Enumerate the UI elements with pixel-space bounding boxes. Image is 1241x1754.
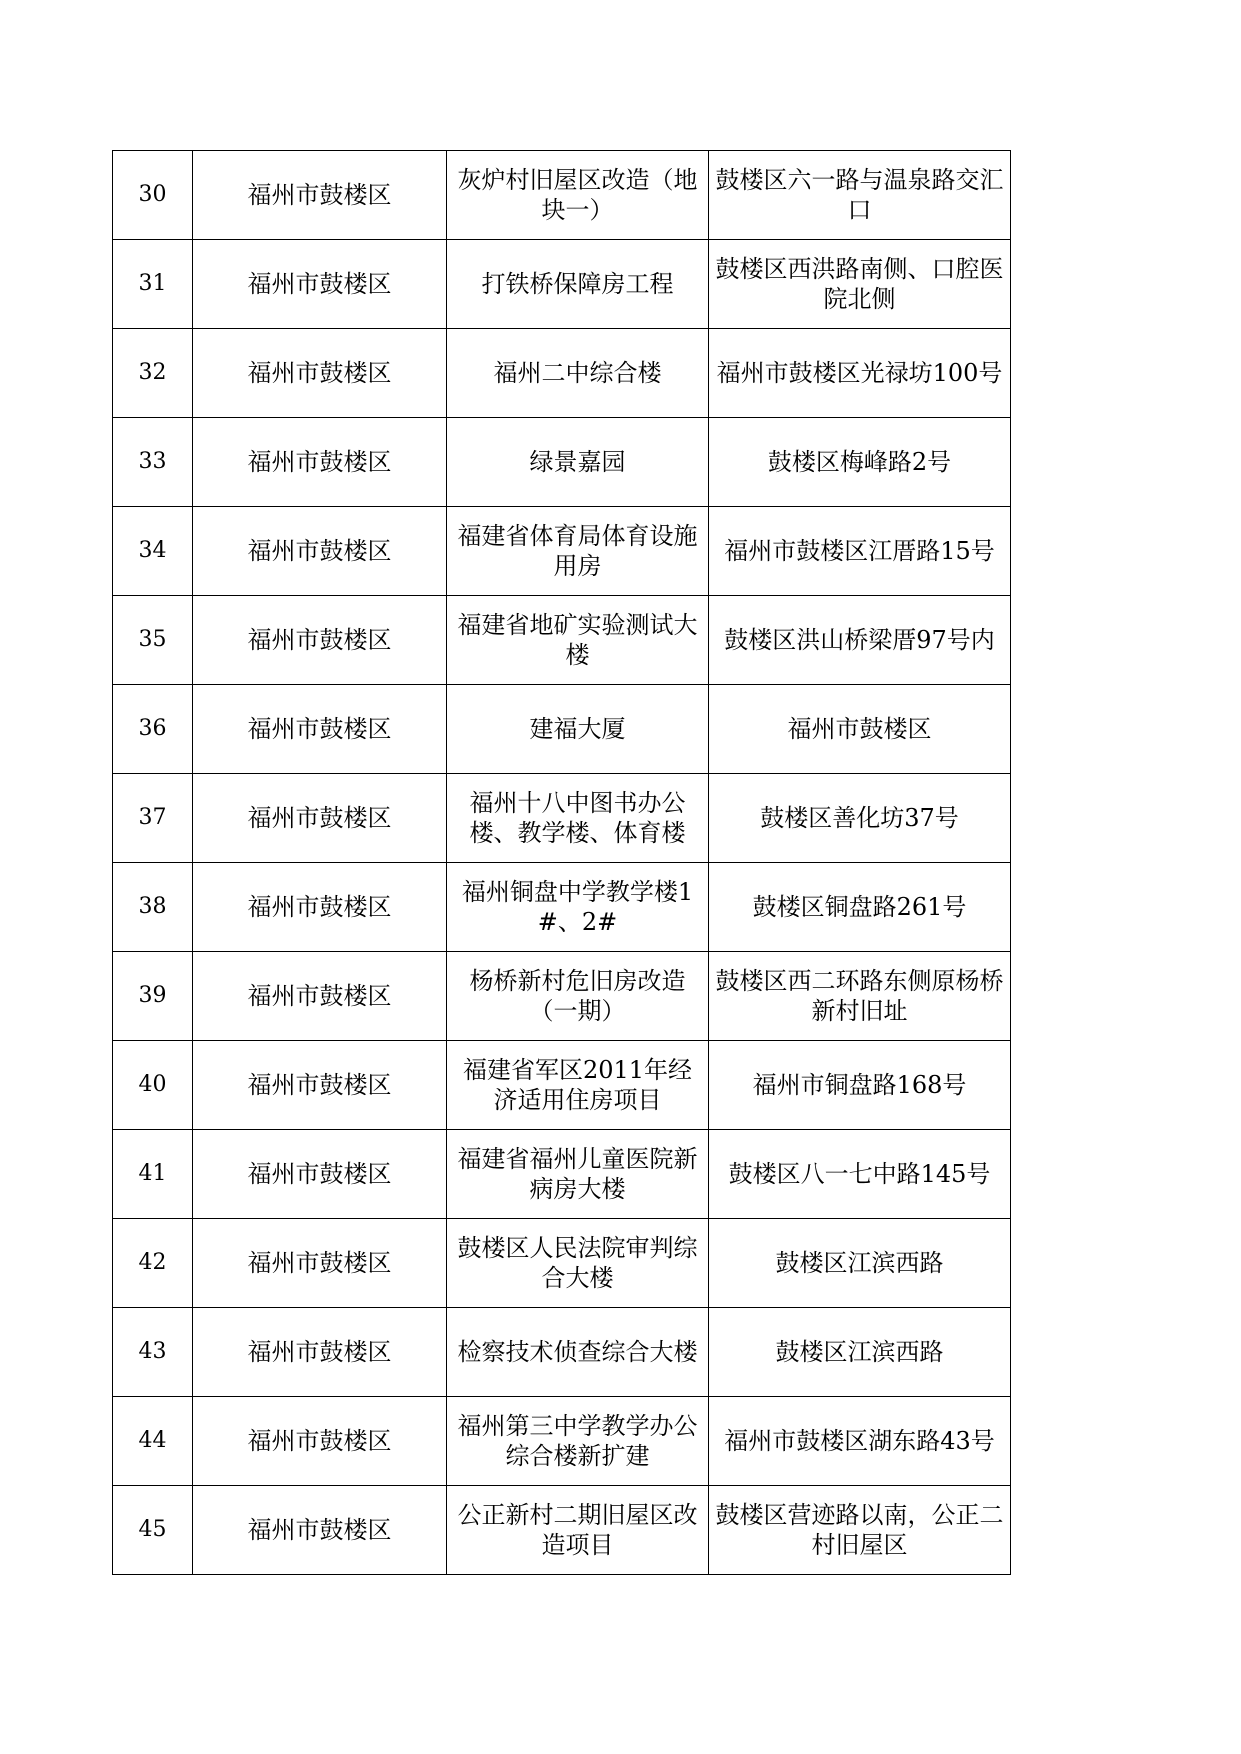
location-cell: 鼓楼区八一七中路145号 [709,1130,1011,1219]
row-number-cell: 34 [113,507,193,596]
project-name-cell: 福建省军区2011年经济适用住房项目 [447,1041,709,1130]
district-cell: 福州市鼓楼区 [193,774,447,863]
location-cell: 鼓楼区梅峰路2号 [709,418,1011,507]
location-cell: 鼓楼区洪山桥梁厝97号内 [709,596,1011,685]
table-row [113,151,1011,240]
row-number-cell: 41 [113,1130,193,1219]
location-cell: 福州市鼓楼区江厝路15号 [709,507,1011,596]
table-row [113,1397,1011,1486]
row-number-cell: 31 [113,240,193,329]
project-name-cell: 鼓楼区人民法院审判综合大楼 [447,1219,709,1308]
location-cell: 鼓楼区江滨西路 [709,1308,1011,1397]
location-cell: 福州市鼓楼区湖东路43号 [709,1397,1011,1486]
table-row [113,418,1011,507]
project-name-cell: 福建省福州儿童医院新病房大楼 [447,1130,709,1219]
district-cell: 福州市鼓楼区 [193,507,447,596]
table-row [113,774,1011,863]
district-cell: 福州市鼓楼区 [193,1130,447,1219]
location-cell: 鼓楼区西洪路南侧、口腔医院北侧 [709,240,1011,329]
row-number-cell: 44 [113,1397,193,1486]
row-number-cell: 43 [113,1308,193,1397]
row-number-cell: 32 [113,329,193,418]
table-row [113,1219,1011,1308]
table-row [113,1130,1011,1219]
district-cell: 福州市鼓楼区 [193,1397,447,1486]
district-cell: 福州市鼓楼区 [193,329,447,418]
table-row [113,1486,1011,1575]
project-name-cell: 建福大厦 [447,685,709,774]
table-row [113,596,1011,685]
project-name-cell: 福州十八中图书办公楼、教学楼、体育楼 [447,774,709,863]
location-cell: 鼓楼区营迹路以南，公正二村旧屋区 [709,1486,1011,1575]
table-row [113,240,1011,329]
district-cell: 福州市鼓楼区 [193,240,447,329]
table-row [113,507,1011,596]
project-name-cell: 打铁桥保障房工程 [447,240,709,329]
row-number-cell: 33 [113,418,193,507]
project-name-cell: 福建省体育局体育设施用房 [447,507,709,596]
project-name-cell: 福建省地矿实验测试大楼 [447,596,709,685]
location-cell: 福州市鼓楼区光禄坊100号 [709,329,1011,418]
location-cell: 鼓楼区西二环路东侧原杨桥新村旧址 [709,952,1011,1041]
district-cell: 福州市鼓楼区 [193,1041,447,1130]
location-cell: 鼓楼区善化坊37号 [709,774,1011,863]
table-row [113,1041,1011,1130]
project-name-cell: 福州二中综合楼 [447,329,709,418]
district-cell: 福州市鼓楼区 [193,1308,447,1397]
location-cell: 福州市铜盘路168号 [709,1041,1011,1130]
district-cell: 福州市鼓楼区 [193,1486,447,1575]
row-number-cell: 40 [113,1041,193,1130]
table-row [113,329,1011,418]
location-cell: 鼓楼区六一路与温泉路交汇口 [709,151,1011,240]
row-number-cell: 42 [113,1219,193,1308]
project-name-cell: 绿景嘉园 [447,418,709,507]
row-number-cell: 35 [113,596,193,685]
district-cell: 福州市鼓楼区 [193,151,447,240]
district-cell: 福州市鼓楼区 [193,1219,447,1308]
row-number-cell: 39 [113,952,193,1041]
row-number-cell: 38 [113,863,193,952]
district-cell: 福州市鼓楼区 [193,418,447,507]
project-name-cell: 福州铜盘中学教学楼1#、2# [447,863,709,952]
row-number-cell: 37 [113,774,193,863]
district-cell: 福州市鼓楼区 [193,952,447,1041]
project-name-cell: 杨桥新村危旧房改造（一期） [447,952,709,1041]
location-cell: 鼓楼区江滨西路 [709,1219,1011,1308]
project-name-cell: 福州第三中学教学办公综合楼新扩建 [447,1397,709,1486]
table-row [113,1308,1011,1397]
project-table [112,150,1011,1575]
table-row [113,863,1011,952]
district-cell: 福州市鼓楼区 [193,685,447,774]
table-row [113,685,1011,774]
project-name-cell: 公正新村二期旧屋区改造项目 [447,1486,709,1575]
table-row [113,952,1011,1041]
row-number-cell: 45 [113,1486,193,1575]
project-name-cell: 检察技术侦查综合大楼 [447,1308,709,1397]
row-number-cell: 30 [113,151,193,240]
project-name-cell: 灰炉村旧屋区改造（地块一） [447,151,709,240]
row-number-cell: 36 [113,685,193,774]
location-cell: 福州市鼓楼区 [709,685,1011,774]
district-cell: 福州市鼓楼区 [193,863,447,952]
location-cell: 鼓楼区铜盘路261号 [709,863,1011,952]
district-cell: 福州市鼓楼区 [193,596,447,685]
